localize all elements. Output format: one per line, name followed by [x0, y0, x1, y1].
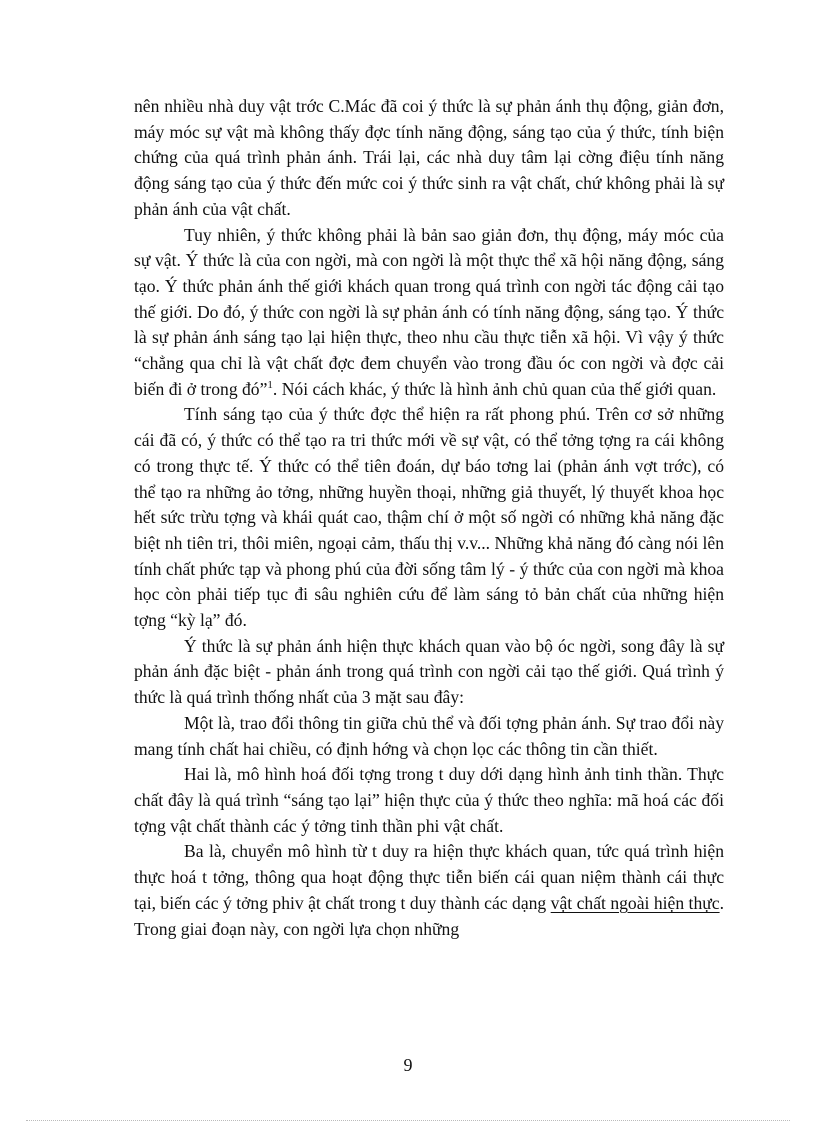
page-number: 9	[403, 1055, 413, 1075]
paragraph-2-tail: . Nói cách khác, ý thức là hình ảnh chủ quan của thế giới quan.	[272, 378, 717, 399]
paragraph-3: Tính sáng tạo của ý thức đợc thể hiện ra rất phong phú. Trên cơ sở những cái đã có, ý thức có thể tạo ra tri thức mới về sự vật, có thể tởng tợng ra cái không có trong thực tế. Ý thức có thể tiên đoán, dự báo tơng lai (phản ánh vợt trớc), có thể tạo ra những ảo tởng, những huyền thoại, những giả thuyết, lý thuyết khoa học hết sức trừu tợng và khái quát cao, thậm chí ở một số ngời có những khả năng đặc biệt nh tiên tri, thôi miên, ngoại cảm, thấu thị v.v... Những khả năng đó càng nói lên tính chất phức tạp và phong phú của đời sống tâm lý - ý thức của con ngời mà khoa học còn phải tiếp tục đi sâu nghiên cứu để làm sáng tỏ bản chất của những hiện tợng “kỳ lạ” đó.	[134, 404, 724, 631]
underlined-phrase: vật chất ngoài hiện thực	[550, 892, 720, 913]
footnote-mark[interactable]: 1	[267, 378, 273, 391]
paragraph-7-text: Ba là, chuyển mô hình từ t duy ra hiện thực khách quan, tức quá trình hiện thực hoá t tởng, thông qua hoạt động thực tiễn biến cái quan niệm thành cái thực tại, biến các ý tởng phiv ật chất trong t duy thành các dạng	[134, 841, 724, 913]
paragraph-7-tail: . Trong giai đoạn này, con ngời lựa chọn những	[134, 892, 724, 939]
page-body	[134, 94, 724, 942]
paragraph-5: Một là, trao đổi thông tin giữa chủ thể và đối tợng phản ánh. Sự trao đổi này mang tính chất hai chiều, có định hớng và chọn lọc các thông tin cần thiết.	[134, 712, 724, 759]
paragraph-7	[134, 839, 724, 942]
paragraph-2	[134, 223, 724, 403]
paragraph-1: nên nhiều nhà duy vật trớc C.Mác đã coi ý thức là sự phản ánh thụ động, giản đơn, máy móc sự vật mà không thấy đợc tính năng động, sáng tạo của ý thức, tính biện chứng của quá trình phản ánh. Trái lại, các nhà duy tâm lại cờng điệu tính năng động sáng tạo của ý thức đến mức coi ý thức sinh ra vật chất, chứ không phải là sự phản ánh của vật chất.	[134, 96, 724, 219]
page-bottom-divider	[26, 1120, 790, 1121]
paragraph-2-text: Tuy nhiên, ý thức không phải là bản sao giản đơn, thụ động, máy móc của sự vật. Ý thức là của con ngời, mà con ngời là một thực thể xã hội năng động, sáng tạo. Ý thức phản ánh thế giới khách quan trong quá trình con ngời tác động cải tạo thế giới. Do đó, ý thức con ngời là sự phản ánh có tính năng động, sáng tạo. Ý thức là sự phản ánh sáng tạo lại hiện thực, theo nhu cầu thực tiễn xã hội. Vì vậy ý thức “chẳng qua chỉ là vật chất đợc đem chuyển vào trong đầu óc con ngời và đợc cải biến đi ở trong đó”	[134, 224, 724, 399]
paragraph-6: Hai là, mô hình hoá đối tợng trong t duy dới dạng hình ảnh tinh thần. Thực chất đây là quá trình “sáng tạo lại” hiện thực của ý thức theo nghĩa: mã hoá các đối tợng vật chất thành các ý tởng tinh thần phi vật chất.	[134, 764, 724, 836]
paragraph-4: Ý thức là sự phản ánh hiện thực khách quan vào bộ óc ngời, song đây là sự phản ánh đặc biệt - phản ánh trong quá trình con ngời cải tạo thế giới. Quá trình ý thức là quá trình thống nhất của 3 mặt sau đây:	[134, 635, 724, 708]
